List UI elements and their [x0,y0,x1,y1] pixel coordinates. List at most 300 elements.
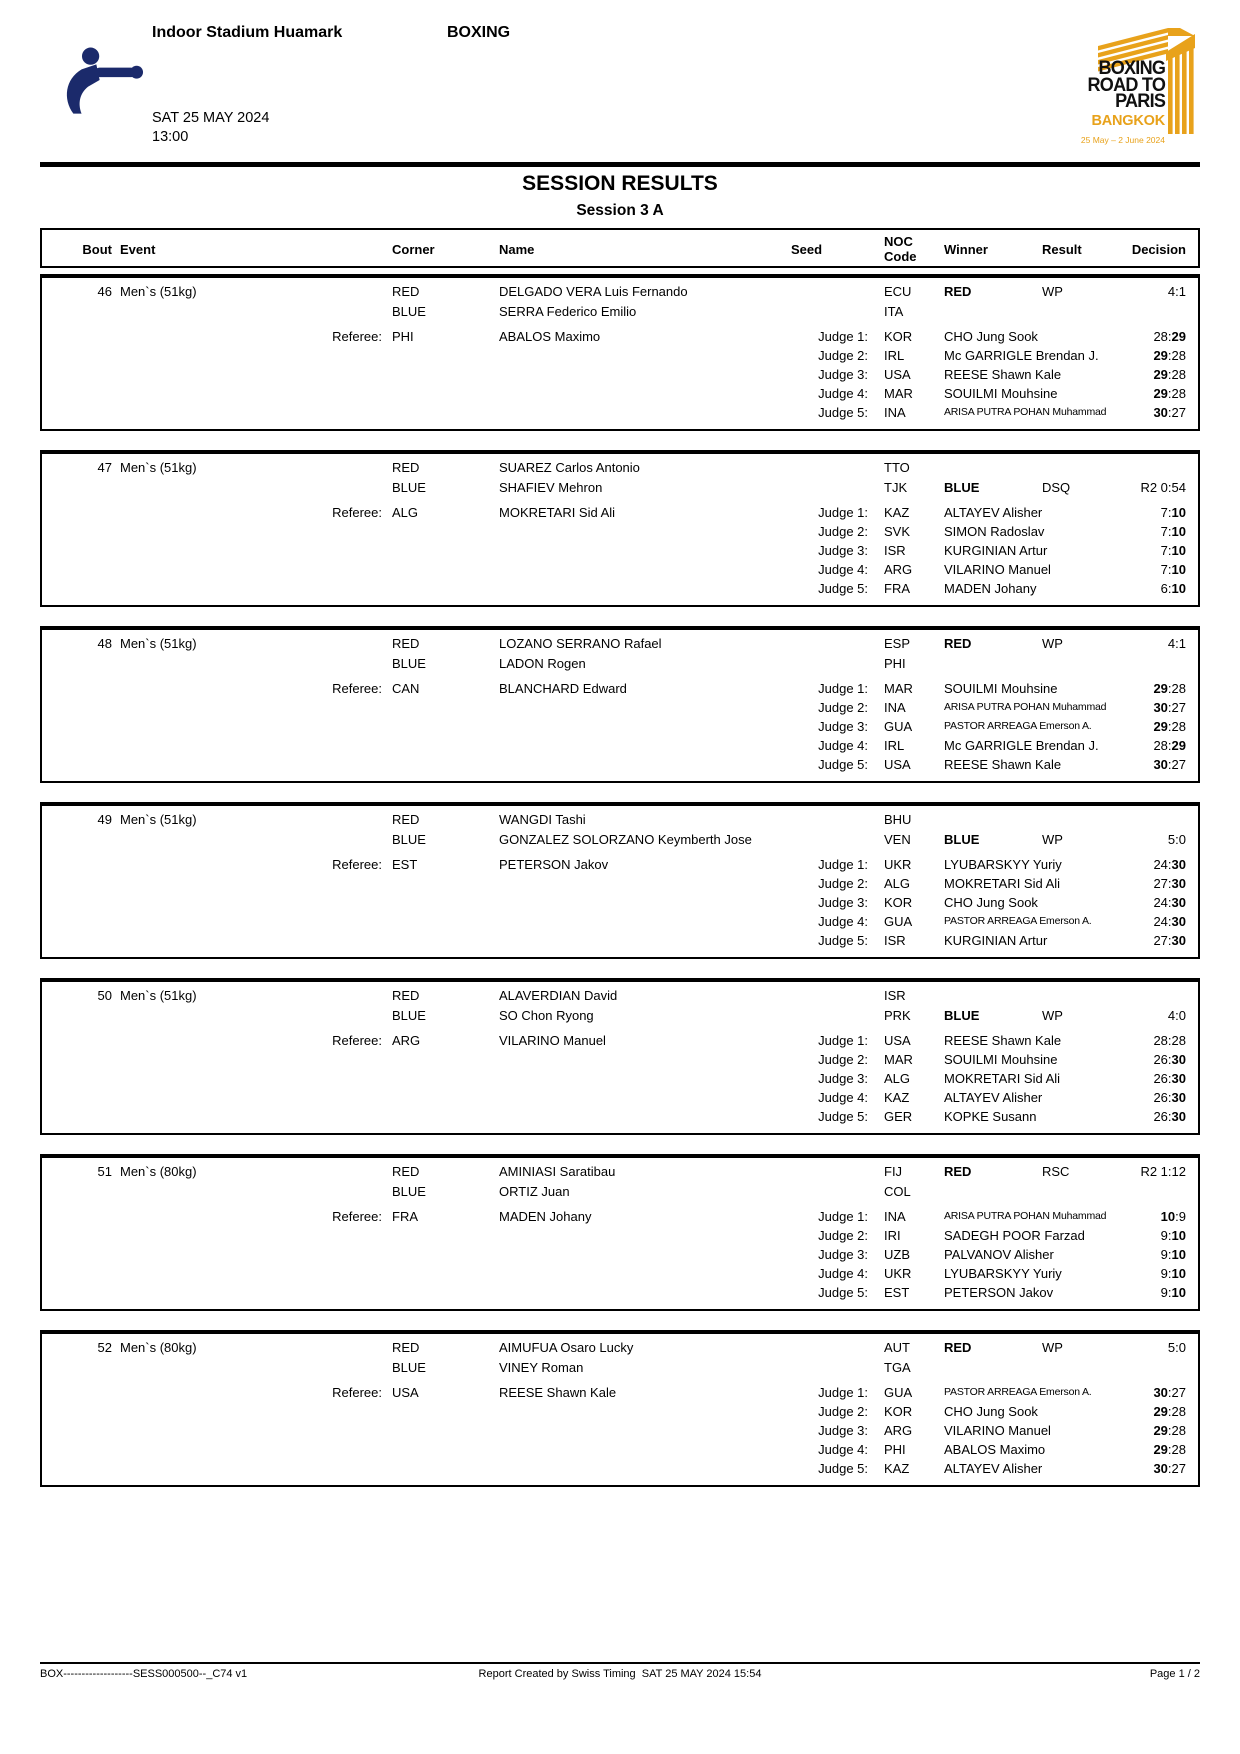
judge-name: CHO Jung Sook [944,1404,1038,1419]
referee-label: Referee: [332,1385,382,1400]
red-corner-label: RED [392,636,420,651]
blue-corner-label: BLUE [392,1008,426,1023]
score-separator: : [1167,1247,1172,1262]
blue-noc-code: TJK [884,480,908,495]
column-header-winner: Winner [944,242,988,257]
score-separator: : [1167,1071,1172,1086]
blue-score: 30 [1171,857,1186,872]
red-noc-code: FIJ [884,1164,903,1179]
blue-boxer-name: VINEY Roman [499,1360,584,1375]
red-score: 29 [1153,681,1168,696]
judge-row [42,931,1198,950]
judge-name: PALVANOV Alisher [944,1247,1054,1262]
result-code: WP [1042,1008,1063,1023]
judge-label: Judge 3: [818,1071,868,1086]
logo-line-boxing: BOXING [1098,58,1165,79]
blue-score: 27 [1171,700,1186,715]
judge-row [42,1107,1198,1126]
judge-label: Judge 2: [818,1404,868,1419]
score-separator: : [1167,876,1172,891]
blue-boxer-name: SERRA Federico Emilio [499,304,637,319]
judge-label: Judge 3: [818,1247,868,1262]
red-score: 7 [1160,505,1168,520]
judge-label: Judge 5: [818,933,868,948]
red-score: 26 [1153,1090,1168,1105]
judge-label: Judge 2: [818,524,868,539]
judge-noc-code: GUA [884,1385,913,1400]
score-separator: : [1167,581,1172,596]
referee-name: REESE Shawn Kale [499,1385,617,1400]
red-corner-label: RED [392,812,420,827]
red-score: 30 [1153,405,1168,420]
red-score: 6 [1160,581,1168,596]
judge-noc-code: FRA [884,581,910,596]
red-score: 30 [1153,1385,1168,1400]
judges-list [42,1383,1198,1478]
score-separator: : [1167,1385,1172,1400]
judge-row [42,541,1198,560]
judge-noc-code: PHI [884,1442,906,1457]
blue-score: 10 [1171,581,1186,596]
judge-noc-code: IRL [884,738,905,753]
judge-name: REESE Shawn Kale [944,367,1062,382]
judge-row [42,1421,1198,1440]
judge-row [42,384,1198,403]
judge-name: PETERSON Jakov [944,1285,1054,1300]
red-score: 26 [1153,1052,1168,1067]
judge-noc-code: KAZ [884,1090,910,1105]
blue-score: 10 [1171,505,1186,520]
referee-name: PETERSON Jakov [499,857,609,872]
red-corner-row [42,986,1198,1006]
blue-noc-code: VEN [884,832,911,847]
judge-row [42,403,1198,422]
event-name: Men`s (51kg) [120,812,197,827]
red-score: 9 [1160,1266,1168,1281]
blue-score: 30 [1171,933,1186,948]
judge-row [42,874,1198,893]
judge-label: Judge 5: [818,1461,868,1476]
blue-score: 28 [1171,681,1186,696]
blue-score: 30 [1171,1052,1186,1067]
judge-name: ARISA PUTRA POHAN Muhammad [944,406,1107,418]
blue-corner-row [42,302,1198,322]
column-header-name: Name [499,242,535,257]
red-boxer-name: ALAVERDIAN David [499,988,618,1003]
judges-list [42,327,1198,422]
judge-label: Judge 4: [818,738,868,753]
judge-noc-code: ALG [884,1071,911,1086]
red-score: 30 [1153,757,1168,772]
results-table-header [40,228,1200,268]
winner-label: RED [944,1340,972,1355]
event-name: Men`s (51kg) [120,636,197,651]
bout-result-card [40,1154,1200,1311]
judge-score [1161,1245,1186,1264]
judges-list [42,1207,1198,1302]
blue-score: 28 [1171,1423,1186,1438]
red-score: 9 [1160,1247,1168,1262]
red-corner-row [42,282,1198,302]
judge-label: Judge 3: [818,895,868,910]
winner-label: RED [944,284,972,299]
red-noc-code: AUT [884,1340,910,1355]
judge-noc-code: UKR [884,857,912,872]
referee-noc-code: EST [392,857,418,872]
judge-noc-code: INA [884,1209,906,1224]
judge-row [42,579,1198,598]
red-score: 26 [1153,1071,1168,1086]
judge-label: Judge 1: [818,681,868,696]
judge-noc-code: KAZ [884,505,910,520]
judge-label: Judge 3: [818,719,868,734]
blue-noc-code: PRK [884,1008,911,1023]
judge-score [1161,1207,1186,1226]
column-header-corner: Corner [392,242,435,257]
bout-number: 48 [97,636,112,651]
blue-score: 27 [1171,1385,1186,1400]
judge-label: Judge 4: [818,386,868,401]
blue-score: 28 [1171,348,1186,363]
judge-score [1153,1383,1186,1402]
judge-score [1153,679,1186,698]
logo-line-road-to: ROAD TO [1087,74,1165,96]
score-separator: : [1167,719,1172,734]
red-score: 29 [1153,386,1168,401]
judge-label: Judge 4: [818,914,868,929]
blue-noc-code: COL [884,1184,911,1199]
score-separator: : [1167,895,1172,910]
referee-label: Referee: [332,857,382,872]
score-separator: : [1167,1228,1172,1243]
judge-label: Judge 3: [818,543,868,558]
judge-noc-code: KOR [884,1404,913,1419]
judge-name: MOKRETARI Sid Ali [944,876,1061,891]
judge-score [1161,1283,1186,1302]
score-separator: : [1167,1109,1172,1124]
winner-label: RED [944,636,972,651]
score-separator: : [1167,348,1172,363]
judge-noc-code: ARG [884,562,913,577]
judge-score [1153,931,1186,950]
red-score: 7 [1160,524,1168,539]
referee-noc-code: CAN [392,681,420,696]
judge-label: Judge 1: [818,1385,868,1400]
bout-result-card [40,626,1200,783]
judge-label: Judge 2: [818,1052,868,1067]
blue-score: 10 [1171,1266,1186,1281]
blue-score: 10 [1171,543,1186,558]
judge-score [1153,327,1186,346]
red-score: 27 [1153,876,1168,891]
blue-score: 28 [1171,367,1186,382]
red-score: 27 [1153,933,1168,948]
bout-number: 52 [97,1340,112,1355]
referee-label: Referee: [332,681,382,696]
blue-boxer-name: GONZALEZ SOLORZANO Keymberth Jose [499,832,752,847]
score-separator: : [1167,1423,1172,1438]
red-score: 29 [1153,1404,1168,1419]
judge-row [42,755,1198,774]
judge-name: KURGINIAN Artur [944,933,1048,948]
red-score: 29 [1153,1423,1168,1438]
score-separator: : [1167,524,1172,539]
judge-noc-code: ISR [884,933,906,948]
score-separator: : [1167,1285,1172,1300]
judge-score [1153,1050,1186,1069]
blue-boxer-name: SO Chon Ryong [499,1008,594,1023]
score-separator: : [1167,505,1172,520]
judge-row [42,1050,1198,1069]
result-code: RSC [1042,1164,1070,1179]
judge-score [1153,755,1186,774]
score-separator: : [1167,1033,1172,1048]
red-score: 24 [1153,857,1168,872]
decision-score: 5:0 [1167,1340,1186,1355]
blue-corner-label: BLUE [392,832,426,847]
blue-score: 28 [1171,1442,1186,1457]
judge-name: ARISA PUTRA POHAN Muhammad [944,1210,1107,1222]
bout-number: 51 [97,1164,112,1179]
judge-row [42,679,1198,698]
red-score: 29 [1153,1442,1168,1457]
red-score: 28 [1153,329,1168,344]
red-score: 9 [1160,1285,1168,1300]
column-header-noc-line1: NOC [884,234,913,249]
blue-score: 27 [1171,1461,1186,1476]
red-boxer-name: LOZANO SERRANO Rafael [499,636,662,651]
judge-row [42,1069,1198,1088]
red-corner-label: RED [392,1164,420,1179]
judge-row [42,1226,1198,1245]
judge-name: ALTAYEV Alisher [944,1461,1043,1476]
event-name: Men`s (80kg) [120,1340,197,1355]
score-separator: : [1167,857,1172,872]
referee-label: Referee: [332,1033,382,1048]
judge-name: PASTOR ARREAGA Emerson A. [944,915,1092,927]
sport-title: BOXING [447,24,511,41]
bout-result-card [40,802,1200,959]
judge-label: Judge 1: [818,857,868,872]
winner-label: BLUE [944,480,980,495]
judge-score [1153,1031,1186,1050]
judge-noc-code: UKR [884,1266,912,1281]
bout-number: 47 [97,460,112,475]
judge-name: REESE Shawn Kale [944,1033,1062,1048]
judge-score [1161,1264,1186,1283]
red-score: 24 [1153,895,1168,910]
judge-name: VILARINO Manuel [944,562,1051,577]
venue-name: Indoor Stadium Huamark [152,24,343,41]
blue-noc-code: PHI [884,656,906,671]
judge-row [42,346,1198,365]
judge-row [42,698,1198,717]
bout-result-card [40,274,1200,431]
referee-noc-code: PHI [392,329,414,344]
result-code: WP [1042,1340,1063,1355]
score-separator: : [1167,1266,1172,1281]
judge-noc-code: KOR [884,895,913,910]
red-score: 30 [1153,1461,1168,1476]
judge-name: ALTAYEV Alisher [944,505,1043,520]
judge-label: Judge 5: [818,757,868,772]
column-header-noc-line2: Code [884,249,917,264]
red-noc-code: BHU [884,812,912,827]
footer-report-created: Report Created by Swiss Timing SAT 25 MAY 2024 15:54 [478,1668,762,1680]
footer-report-code: BOX-------------------SESS000500--_C74 v1 [40,1668,248,1680]
judge-name: Mc GARRIGLE Brendan J. [944,348,1099,363]
column-header-event: Event [120,242,156,257]
judge-noc-code: IRL [884,348,905,363]
score-separator: : [1167,1442,1172,1457]
winner-label: BLUE [944,1008,980,1023]
judge-row [42,1245,1198,1264]
judge-name: SOUILMI Mouhsine [944,386,1058,401]
footer-divider [40,1662,1200,1664]
judge-noc-code: GUA [884,719,913,734]
blue-score: 10 [1171,524,1186,539]
red-boxer-name: DELGADO VERA Luis Fernando [499,284,688,299]
event-name: Men`s (80kg) [120,1164,197,1179]
blue-score: 29 [1171,329,1186,344]
score-separator: : [1167,1461,1172,1476]
boxing-pictogram-icon [52,46,144,116]
red-score: 7 [1160,543,1168,558]
judge-name: SIMON Radoslav [944,524,1045,539]
bout-number: 49 [97,812,112,827]
blue-score: 27 [1171,405,1186,420]
judge-score [1153,698,1186,717]
judge-row [42,365,1198,384]
score-separator: : [1167,367,1172,382]
judge-name: LYUBARSKYY Yuriy [944,1266,1062,1281]
judge-row [42,736,1198,755]
judge-score [1153,384,1186,403]
blue-corner-label: BLUE [392,304,426,319]
red-noc-code: ISR [884,988,906,1003]
title-divider [40,162,1200,167]
judge-score [1153,1107,1186,1126]
referee-name: MOKRETARI Sid Ali [499,505,616,520]
red-boxer-name: AMINIASI Saratibau [499,1164,616,1179]
red-corner-label: RED [392,988,420,1003]
blue-corner-label: BLUE [392,1360,426,1375]
blue-score: 10 [1171,562,1186,577]
judges-list [42,855,1198,950]
judge-label: Judge 5: [818,1109,868,1124]
judge-name: SOUILMI Mouhsine [944,1052,1058,1067]
red-score: 28 [1153,738,1168,753]
blue-corner-row [42,1358,1198,1378]
judge-label: Judge 2: [818,700,868,715]
judge-label: Judge 2: [818,348,868,363]
blue-score: 30 [1171,1109,1186,1124]
bout-result-card [40,978,1200,1135]
judge-label: Judge 4: [818,562,868,577]
judge-row [42,1031,1198,1050]
bout-number: 46 [97,284,112,299]
referee-noc-code: FRA [392,1209,418,1224]
decision-score: 4:1 [1167,636,1186,651]
logo-line-bangkok: BANGKOK [1091,112,1165,129]
red-corner-label: RED [392,460,420,475]
score-separator: : [1167,1404,1172,1419]
winner-label: BLUE [944,832,980,847]
event-name: Men`s (51kg) [120,284,197,299]
judge-label: Judge 1: [818,329,868,344]
blue-corner-row [42,478,1198,498]
judge-score [1153,717,1186,736]
referee-name: BLANCHARD Edward [499,681,627,696]
score-separator: : [1167,1052,1172,1067]
judge-noc-code: GUA [884,914,913,929]
judge-name: KURGINIAN Artur [944,543,1048,558]
score-separator: : [1167,738,1172,753]
judge-noc-code: KAZ [884,1461,910,1476]
judge-name: MADEN Johany [944,581,1037,596]
result-code: WP [1042,636,1063,651]
judge-name: ARISA PUTRA POHAN Muhammad [944,701,1107,713]
score-separator: : [1167,329,1172,344]
judge-name: KOPKE Susann [944,1109,1037,1124]
judge-name: Mc GARRIGLE Brendan J. [944,738,1099,753]
blue-corner-row [42,654,1198,674]
red-score: 10 [1160,1209,1176,1224]
result-code: DSQ [1042,480,1071,495]
blue-score: 29 [1171,738,1186,753]
result-code: WP [1042,284,1063,299]
judge-score [1161,522,1186,541]
red-score: 24 [1153,914,1168,929]
judge-score [1153,893,1186,912]
score-separator: : [1167,700,1172,715]
red-boxer-name: SUAREZ Carlos Antonio [499,460,640,475]
judge-score [1153,1402,1186,1421]
column-header-decision: Decision [1131,242,1186,257]
judge-noc-code: SVK [884,524,911,539]
judge-score [1161,541,1186,560]
score-separator: : [1167,1090,1172,1105]
judge-row [42,1088,1198,1107]
boxing-road-to-paris-logo [1040,28,1198,148]
blue-corner-label: BLUE [392,480,426,495]
judge-name: CHO Jung Sook [944,895,1038,910]
judge-name: PASTOR ARREAGA Emerson A. [944,720,1092,732]
column-header-seed: Seed [791,242,823,257]
judge-label: Judge 3: [818,367,868,382]
score-separator: : [1167,405,1172,420]
judge-name: MOKRETARI Sid Ali [944,1071,1061,1086]
bout-result-card [40,450,1200,607]
judge-row [42,912,1198,931]
judge-noc-code: EST [884,1285,910,1300]
judge-score [1161,1226,1186,1245]
result-code: WP [1042,832,1063,847]
judge-score [1153,1440,1186,1459]
page-title: SESSION RESULTS [522,172,718,195]
judge-noc-code: MAR [884,681,913,696]
red-score: 29 [1153,367,1168,382]
judge-noc-code: ALG [884,876,911,891]
red-score: 28 [1153,1033,1168,1048]
blue-score: 28 [1171,386,1186,401]
judge-score [1153,1088,1186,1107]
bout-number: 50 [97,988,112,1003]
column-header-result: Result [1042,242,1082,257]
logo-line-dates: 25 May – 2 June 2024 [1080,135,1165,145]
event-date: SAT 25 MAY 2024 [152,110,270,126]
judge-score [1153,1421,1186,1440]
